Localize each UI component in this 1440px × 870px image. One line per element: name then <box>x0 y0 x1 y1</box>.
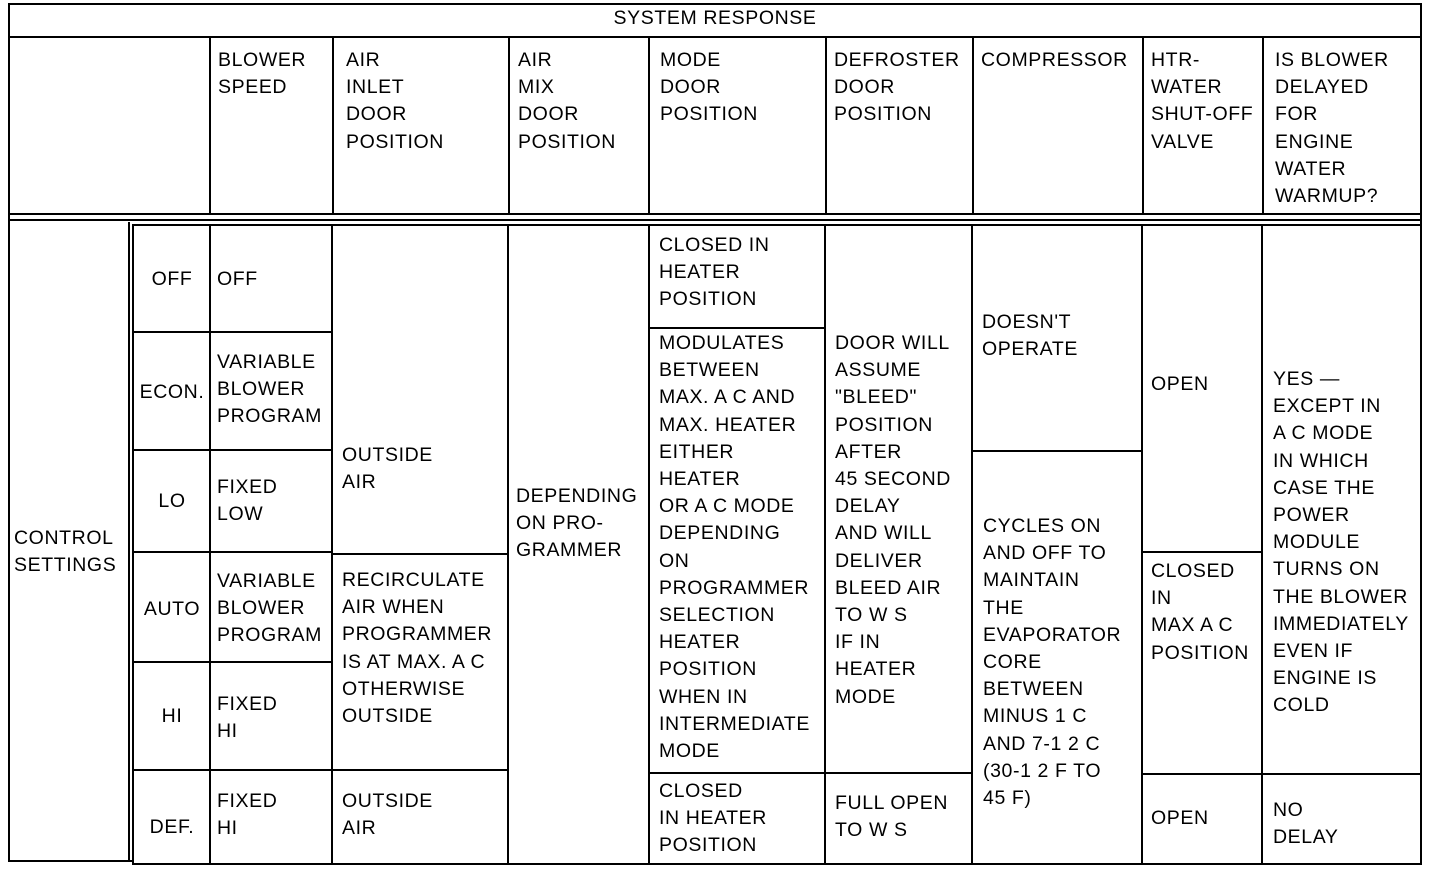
header-air-inlet-door: AIR INLET DOOR POSITION <box>346 49 444 153</box>
rule <box>132 863 1421 865</box>
rule <box>209 36 211 215</box>
mode-door-modulates: MODULATES BETWEEN MAX. A C AND MAX. HEATER EITHER HEATER OR A C MODE DEPENDING ON PROGRAMMER SELECTION HEATER POSITION WHEN IN INTERMEDIATE MODE <box>659 332 810 763</box>
air-inlet-def: OUTSIDE AIR <box>342 790 433 840</box>
header-compressor: COMPRESSOR <box>981 49 1128 71</box>
rule <box>1142 36 1144 215</box>
rule <box>648 224 650 865</box>
header-air-mix-door: AIR MIX DOOR POSITION <box>518 49 616 153</box>
rule <box>331 553 508 555</box>
blower-speed-def: FIXED HI <box>217 790 278 840</box>
compressor-cycles: CYCLES ON AND OFF TO MAINTAIN THE EVAPORATOR CORE BETWEEN MINUS 1 C AND 7-1 2 C (30-1 2 F TO 45 F) <box>983 515 1122 810</box>
rule <box>1141 551 1262 553</box>
defroster-door-def: FULL OPEN TO W S <box>835 792 949 842</box>
rule <box>332 36 334 215</box>
htr-valve-open: OPEN <box>1151 373 1209 395</box>
header-blower-delay: IS BLOWER DELAYED FOR ENGINE WATER WARMUP? <box>1275 49 1389 208</box>
rule <box>8 860 132 862</box>
blower-speed-lo: FIXED LOW <box>217 476 278 526</box>
htr-valve-def-open: OPEN <box>1151 807 1209 829</box>
blower-speed-hi: FIXED HI <box>217 693 278 743</box>
rule <box>8 219 1420 221</box>
blower-delay-yes: YES — EXCEPT IN A C MODE IN WHICH CASE THE POWER MODULE TURNS ON THE BLOWER IMMEDIATELY EVEN IF ENGINE IS COLD <box>1273 368 1409 717</box>
rule <box>648 36 650 215</box>
header-mode-door: MODE DOOR POSITION <box>660 49 758 126</box>
rule <box>8 213 1420 215</box>
header-blower-speed: BLOWER SPEED <box>218 49 307 99</box>
rule <box>8 36 1422 38</box>
rule <box>648 772 973 774</box>
rule <box>1262 36 1264 215</box>
rule <box>132 449 332 451</box>
air-mix-depending: DEPENDING ON PRO- GRAMMER <box>516 485 638 562</box>
mode-door-def: CLOSED IN HEATER POSITION <box>659 780 767 857</box>
rule <box>1420 3 1422 865</box>
rule <box>1141 224 1143 865</box>
rule <box>132 661 332 663</box>
rule <box>1141 773 1421 775</box>
header-defroster-door: DEFROSTER DOOR POSITION <box>834 49 960 126</box>
air-inlet-recirculate: RECIRCULATE AIR WHEN PROGRAMMER IS AT MAX. A C OTHERWISE OUTSIDE <box>342 569 493 728</box>
rule <box>132 224 1421 226</box>
htr-valve-closed: CLOSED IN MAX A C POSITION <box>1151 560 1249 664</box>
rule <box>8 3 1422 5</box>
rule <box>1261 224 1263 865</box>
rule <box>132 551 332 553</box>
rule <box>648 327 825 329</box>
rule <box>128 222 130 862</box>
setting-auto: AUTO <box>143 598 201 620</box>
header-htr-water-valve: HTR- WATER SHUT-OFF VALVE <box>1151 49 1254 153</box>
blower-speed-auto: VARIABLE BLOWER PROGRAM <box>217 570 322 647</box>
blower-delay-no: NO DELAY <box>1273 799 1339 849</box>
setting-hi: HI <box>161 705 183 727</box>
setting-econ: ECON. <box>139 381 205 403</box>
control-settings-label: CONTROL SETTINGS <box>14 527 117 577</box>
rule <box>972 36 974 215</box>
rule <box>825 36 827 215</box>
rule <box>508 36 510 215</box>
setting-def: DEF. <box>149 816 195 838</box>
rule <box>132 769 508 771</box>
setting-lo: LO <box>158 490 186 512</box>
table-title: SYSTEM RESPONSE <box>613 7 817 29</box>
rule <box>132 331 332 333</box>
rule <box>971 450 1142 452</box>
compressor-doesnt-operate: DOESN'T OPERATE <box>982 311 1078 361</box>
rule <box>971 224 973 865</box>
air-inlet-outside-air: OUTSIDE AIR <box>342 444 433 494</box>
setting-off: OFF <box>151 268 193 290</box>
rule <box>8 3 10 862</box>
rule <box>824 224 826 865</box>
blower-speed-off: OFF <box>217 268 258 290</box>
blower-speed-econ: VARIABLE BLOWER PROGRAM <box>217 351 322 428</box>
mode-door-off: CLOSED IN HEATER POSITION <box>659 234 770 311</box>
defroster-door-bleed: DOOR WILL ASSUME "BLEED" POSITION AFTER 45 SECOND DELAY AND WILL DELIVER BLEED AIR TO W S IF IN HEATER MODE <box>835 332 951 708</box>
